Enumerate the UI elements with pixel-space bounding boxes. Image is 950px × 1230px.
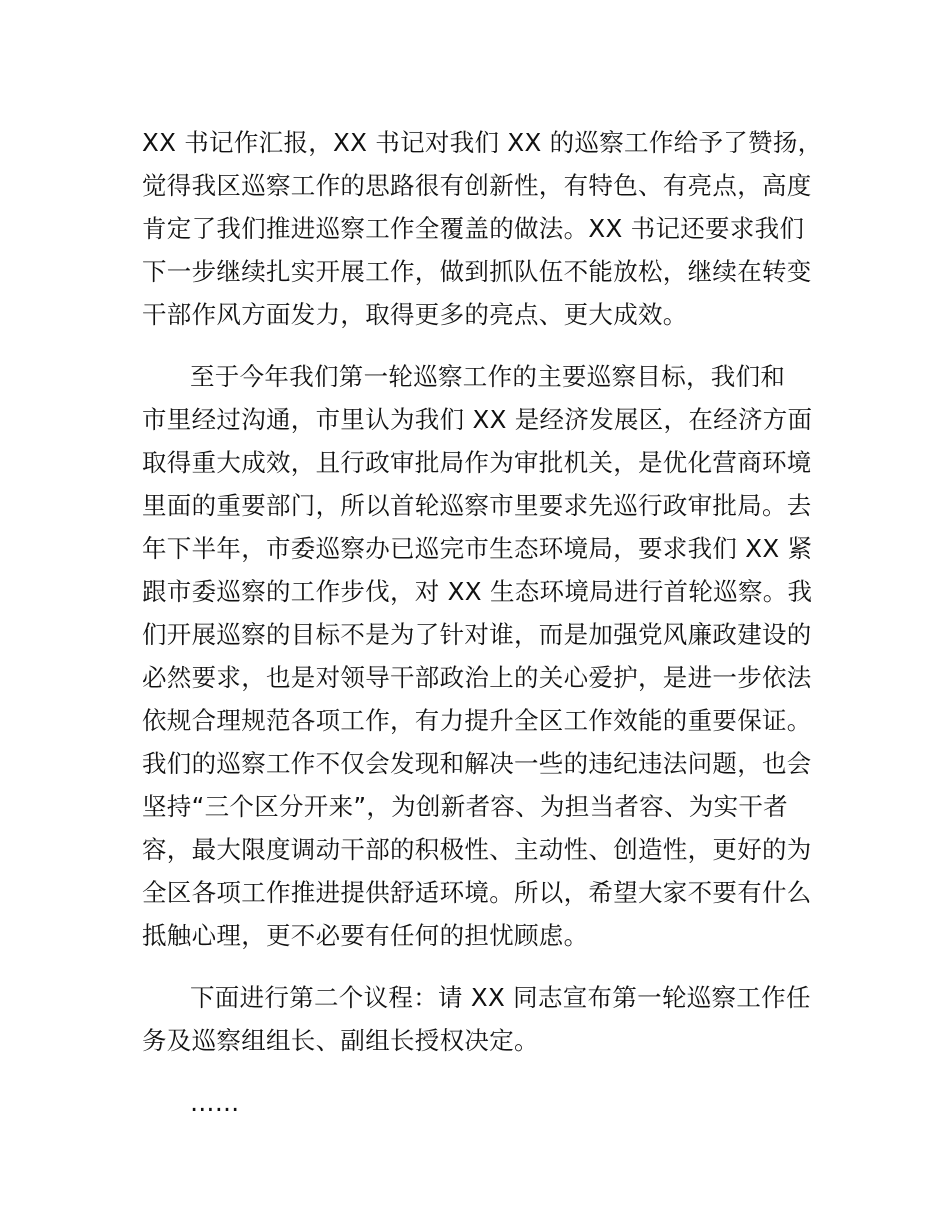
paragraph-3-line-2: 务及巡察组组长、副组长授权决定。 [142, 1026, 539, 1055]
paragraph-2-line-8: 必然要求，也是对领导干部政治上的关心爱护，是进一步依法 [142, 663, 812, 692]
paragraph-2-line-3: 取得重大成效，且行政审批局作为审批机关，是优化营商环境 [142, 448, 812, 477]
paragraph-1-line-5: 干部作风方面发力，取得更多的亮点、更大成效。 [142, 300, 688, 329]
paragraph-2-line-5: 年下半年，市委巡察办已巡完市生态环境局，要求我们 XX 紧 [142, 534, 813, 563]
paragraph-3-line-1: 下面进行第二个议程：请 XX 同志宣布第一轮巡察工作任 [190, 983, 811, 1012]
paragraph-1-line-1: XX 书记作汇报，XX 书记对我们 XX 的巡察工作给予了赞扬， [142, 128, 823, 157]
paragraph-4-ellipsis: …… [190, 1088, 240, 1117]
paragraph-2-line-1: 至于今年我们第一轮巡察工作的主要巡察目标，我们和 [190, 362, 786, 391]
paragraph-2-line-13: 全区各项工作推进提供舒适环境。所以，希望大家不要有什么 [142, 878, 812, 907]
paragraph-1-line-3: 肯定了我们推进巡察工作全覆盖的做法。XX 书记还要求我们 [142, 214, 805, 243]
paragraph-2-line-4: 里面的重要部门，所以首轮巡察市里要求先巡行政审批局。去 [142, 491, 812, 520]
paragraph-1-line-2: 觉得我区巡察工作的思路很有创新性，有特色、有亮点，高度 [142, 171, 812, 200]
paragraph-2-line-6: 跟市委巡察的工作步伐，对 XX 生态环境局进行首轮巡察。我 [142, 577, 813, 606]
paragraph-2-line-11: 坚持“三个区分开来”，为创新者容、为担当者容、为实干者 [142, 792, 788, 821]
paragraph-2-line-12: 容，最大限度调动干部的积极性、主动性、创造性，更好的为 [142, 835, 812, 864]
paragraph-2-line-7: 们开展巡察的目标不是为了针对谁，而是加强党风廉政建设的 [142, 620, 812, 649]
paragraph-2-line-2: 市里经过沟通，市里认为我们 XX 是经济发展区，在经济方面 [142, 405, 813, 434]
paragraph-1-line-4: 下一步继续扎实开展工作，做到抓队伍不能放松，继续在转变 [142, 257, 812, 286]
paragraph-2-line-9: 依规合理规范各项工作，有力提升全区工作效能的重要保证。 [142, 706, 812, 735]
paragraph-2-line-14: 抵触心理，更不必要有任何的担忧顾虑。 [142, 921, 589, 950]
paragraph-2-line-10: 我们的巡察工作不仅会发现和解决一些的违纪违法问题，也会 [142, 749, 812, 778]
